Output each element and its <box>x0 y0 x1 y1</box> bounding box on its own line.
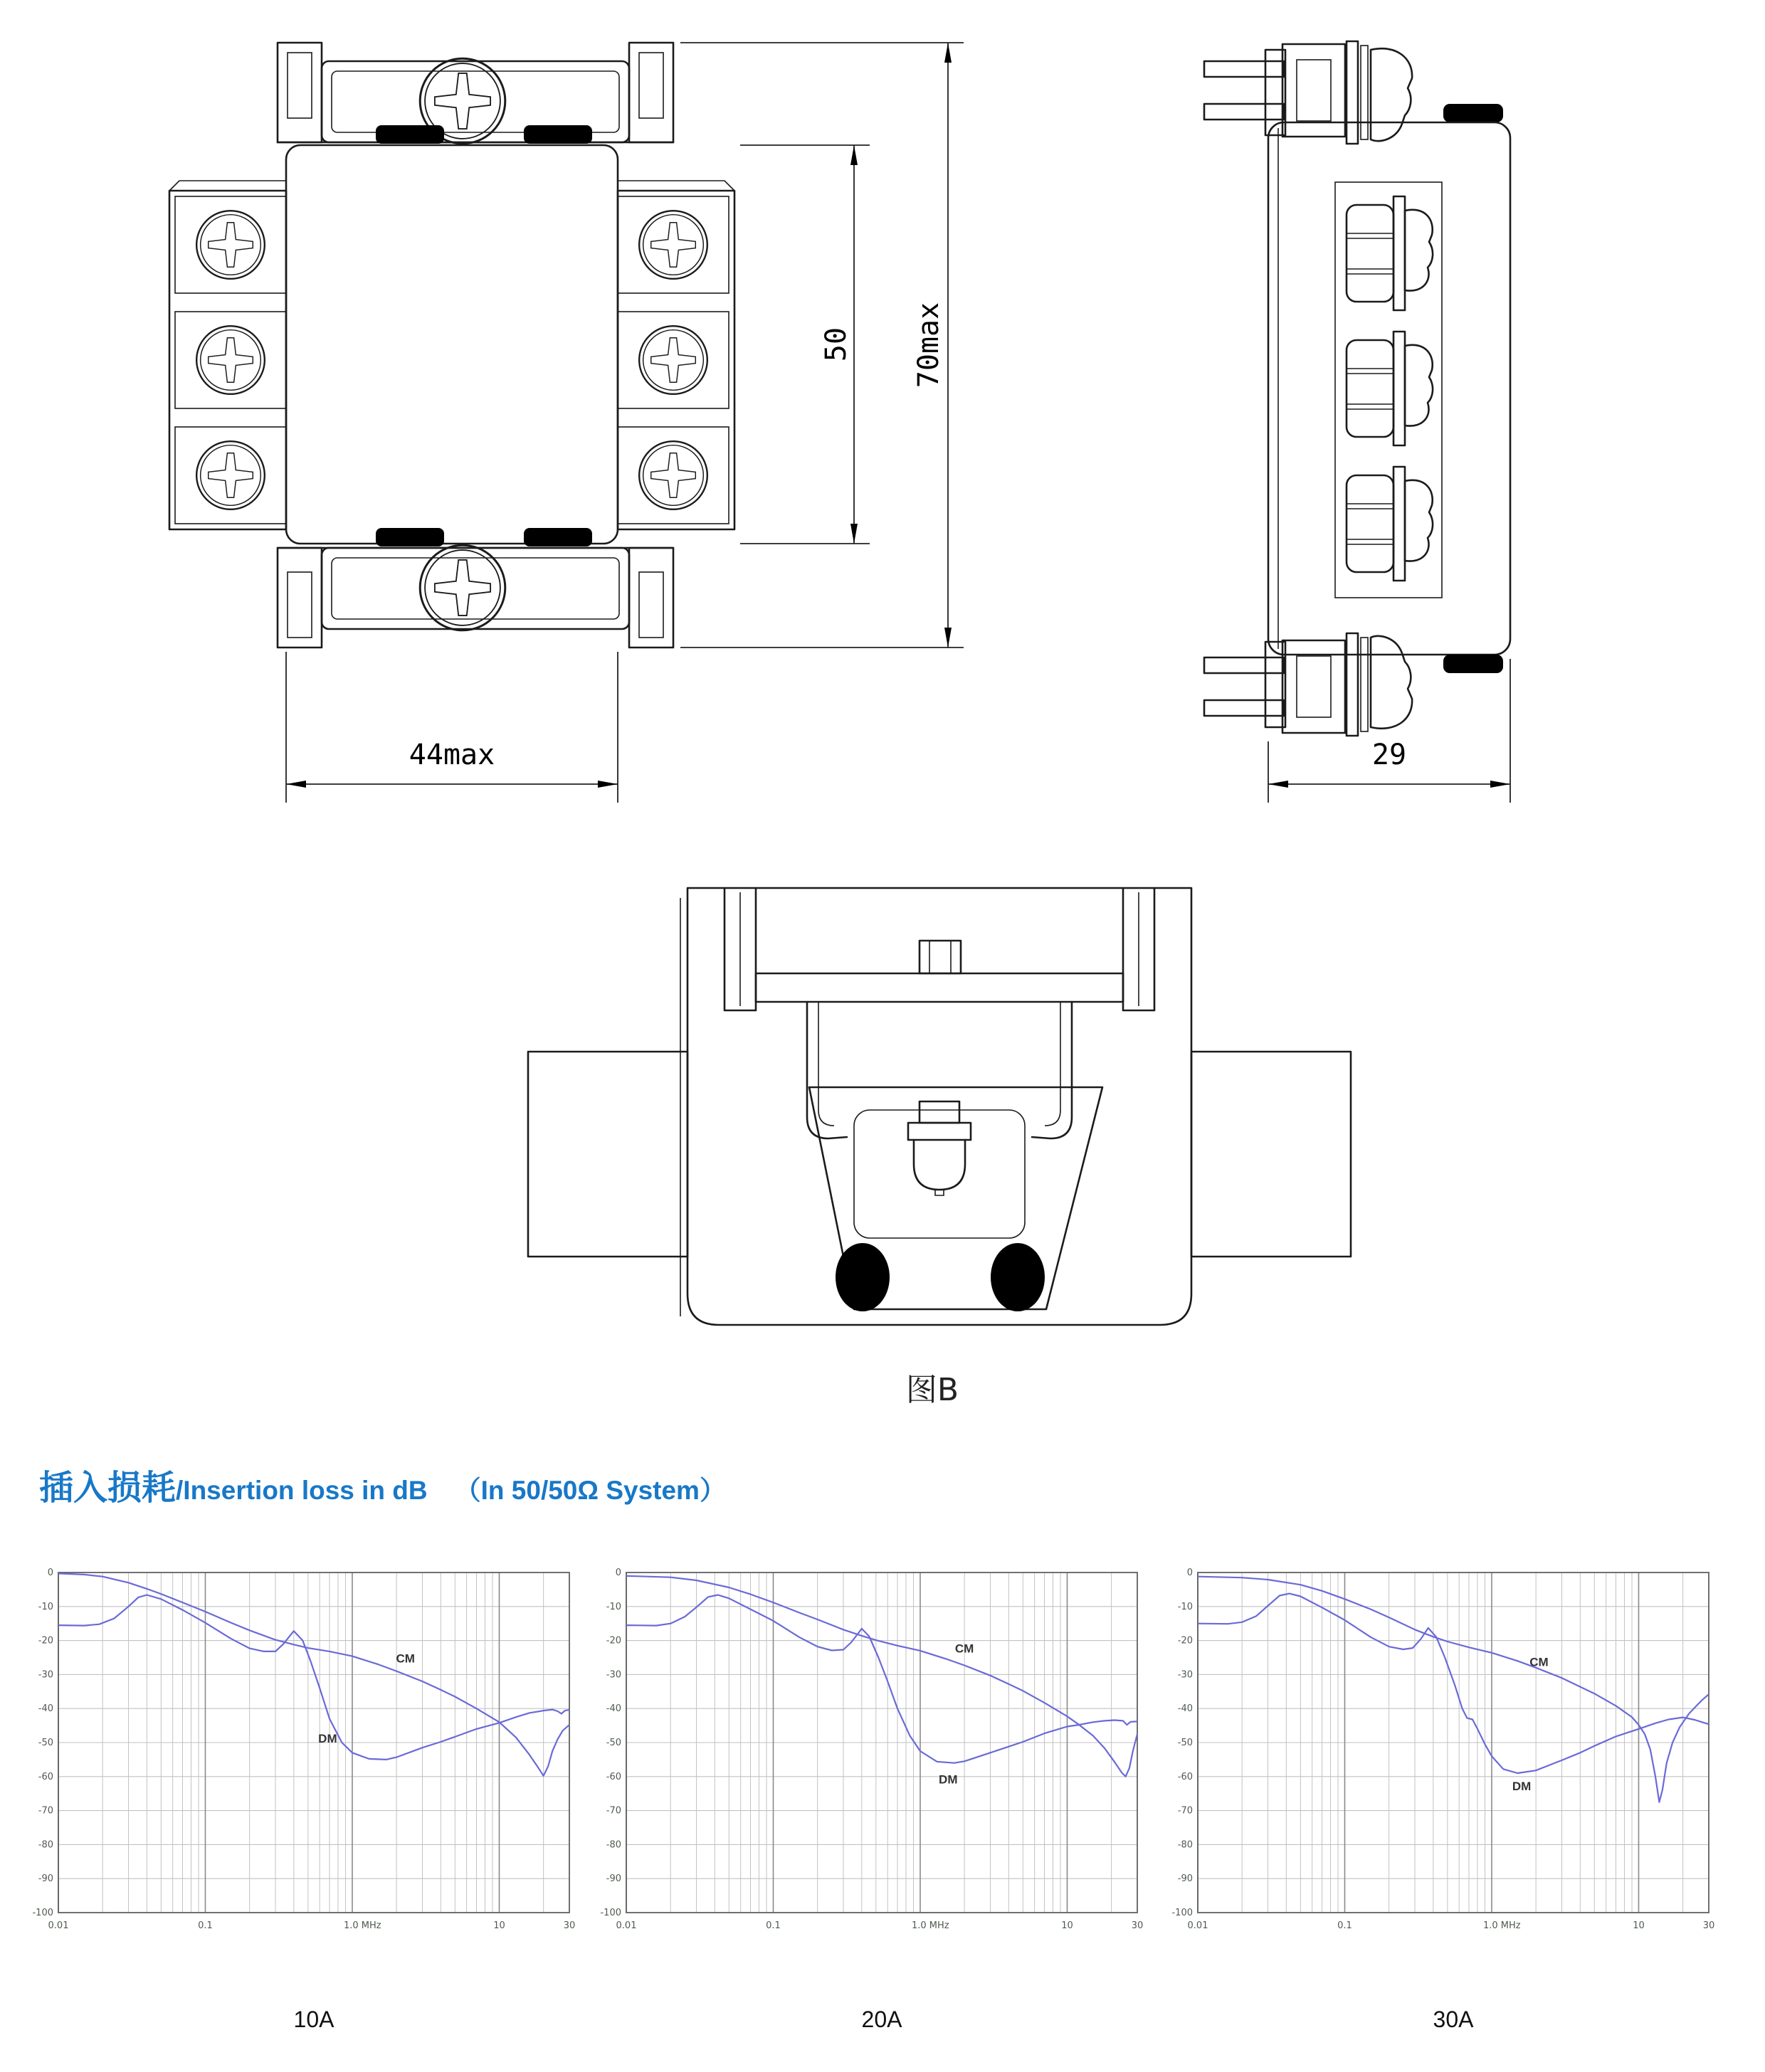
x-tick-label: 1.0 MHz <box>1482 1920 1521 1931</box>
y-tick-label: -20 <box>606 1635 621 1646</box>
x-tick-label: 0.01 <box>1187 1920 1208 1931</box>
x-tick-label: 30 <box>563 1920 576 1931</box>
mount-pad <box>1443 104 1503 122</box>
x-tick-label: 0.01 <box>48 1920 69 1931</box>
mount-pad <box>524 125 592 144</box>
x-tick-label: 0.1 <box>766 1920 781 1931</box>
y-tick-label: -30 <box>38 1669 53 1681</box>
side-terminal-icon <box>1347 467 1433 581</box>
phillips-screw-icon <box>639 211 707 279</box>
x-tick-label: 10 <box>1633 1920 1645 1931</box>
y-tick-label: -80 <box>1177 1839 1193 1851</box>
terminal-block-left <box>169 181 286 529</box>
y-tick-label: -30 <box>606 1669 621 1681</box>
y-tick-label: -20 <box>38 1635 53 1646</box>
chart-svg <box>586 1557 1156 1952</box>
grid <box>626 1572 1137 1913</box>
dm-curve-label: DM <box>1512 1779 1532 1793</box>
chart-svg <box>19 1557 588 1952</box>
dimension-50 <box>740 145 870 544</box>
y-tick-label: -100 <box>32 1908 53 1918</box>
y-tick-label: -20 <box>1177 1635 1193 1646</box>
side-terminal-icon <box>1347 196 1433 310</box>
heading-zh: 插入损耗 <box>39 1469 176 1507</box>
x-tick-label: 0.1 <box>1337 1920 1352 1931</box>
filter-body-front <box>286 145 618 544</box>
grid <box>1198 1572 1709 1913</box>
dm-curve-label: DM <box>939 1772 958 1787</box>
y-tick-label: -40 <box>1177 1703 1193 1715</box>
y-tick-label: -70 <box>38 1805 53 1817</box>
y-tick-label: -10 <box>1177 1601 1193 1612</box>
chart-caption-10a: 10A <box>293 2007 334 2032</box>
wire-hole <box>836 1243 890 1311</box>
y-tick-label: -60 <box>38 1771 53 1782</box>
cm-curve-label: CM <box>1529 1655 1549 1669</box>
x-tick-label: 30 <box>1131 1920 1144 1931</box>
cm-curve-label: CM <box>396 1651 415 1666</box>
x-tick-label: 0.01 <box>616 1920 637 1931</box>
phillips-screw-icon <box>196 211 265 279</box>
y-tick-label: -30 <box>1177 1669 1193 1681</box>
x-tick-label: 10 <box>1061 1920 1073 1931</box>
figure-caption: 图B <box>905 1372 959 1408</box>
chart-svg <box>1158 1557 1727 1952</box>
y-tick-label: 0 <box>47 1568 53 1578</box>
filter-body-side <box>1268 122 1510 655</box>
insertion-loss-chart-10a <box>19 1557 588 1952</box>
y-tick-label: 0 <box>615 1568 621 1578</box>
y-tick-label: -90 <box>606 1873 621 1885</box>
mount-pad <box>376 528 444 546</box>
y-tick-label: -60 <box>1177 1771 1193 1782</box>
x-tick-label: 1.0 MHz <box>911 1920 949 1931</box>
x-tick-label: 30 <box>1702 1920 1715 1931</box>
phillips-screw-icon <box>196 326 265 394</box>
y-tick-label: 0 <box>1186 1568 1193 1578</box>
y-tick-label: -40 <box>38 1703 53 1715</box>
heading-en: /Insertion loss in dB <box>176 1476 428 1505</box>
cm-curve-label: CM <box>954 1642 974 1656</box>
dim-label-29: 29 <box>1371 739 1407 771</box>
chart-caption-20a: 20A <box>861 2007 902 2032</box>
y-tick-label: -90 <box>1177 1873 1193 1885</box>
y-tick-label: -70 <box>1177 1805 1193 1817</box>
y-tick-label: -40 <box>606 1703 621 1715</box>
dim-label-50: 50 <box>820 327 853 362</box>
y-tick-label: -100 <box>1171 1908 1193 1918</box>
bottom-view <box>528 888 1351 1408</box>
y-tick-label: -70 <box>606 1805 621 1817</box>
y-tick-label: -10 <box>38 1601 53 1612</box>
y-tick-label: -90 <box>38 1873 53 1885</box>
y-tick-label: -80 <box>38 1839 53 1851</box>
x-tick-label: 0.1 <box>198 1920 213 1931</box>
filter-body-bottom <box>687 888 1191 1325</box>
y-tick-label: -50 <box>1177 1738 1193 1748</box>
y-tick-label: -50 <box>38 1738 53 1748</box>
terminal-block-right <box>618 181 734 529</box>
front-view <box>169 43 964 803</box>
phillips-screw-icon <box>196 441 265 509</box>
x-tick-label: 10 <box>493 1920 505 1931</box>
y-tick-label: -50 <box>606 1738 621 1748</box>
side-view <box>1204 41 1510 803</box>
y-tick-label: -10 <box>606 1601 621 1612</box>
dim-label-44max: 44max <box>409 739 495 771</box>
mount-pad <box>524 528 592 546</box>
mount-pad <box>1443 655 1503 673</box>
dimension-44max <box>286 652 618 803</box>
y-tick-label: -100 <box>600 1908 621 1918</box>
y-tick-label: -60 <box>606 1771 621 1782</box>
x-tick-label: 1.0 MHz <box>343 1920 381 1931</box>
chart-caption-30a: 30A <box>1433 2007 1474 2032</box>
side-terminal-icon <box>1347 332 1433 445</box>
y-tick-label: -80 <box>606 1839 621 1851</box>
insertion-loss-chart-20a <box>586 1557 1156 1952</box>
dimension-29 <box>1268 659 1510 803</box>
section-heading <box>39 1460 726 1509</box>
phillips-screw-icon <box>639 441 707 509</box>
grid <box>58 1572 569 1913</box>
phillips-screw-icon <box>639 326 707 394</box>
mount-pad <box>376 125 444 144</box>
dim-label-70max: 70max <box>912 302 945 388</box>
insertion-loss-chart-30a <box>1158 1557 1727 1952</box>
wire-hole <box>991 1243 1045 1311</box>
flange-left <box>528 1052 687 1257</box>
heading-suffix: （In 50/50Ω System） <box>454 1476 726 1505</box>
dm-curve-label: DM <box>318 1732 337 1745</box>
flange-right <box>1191 1052 1351 1257</box>
